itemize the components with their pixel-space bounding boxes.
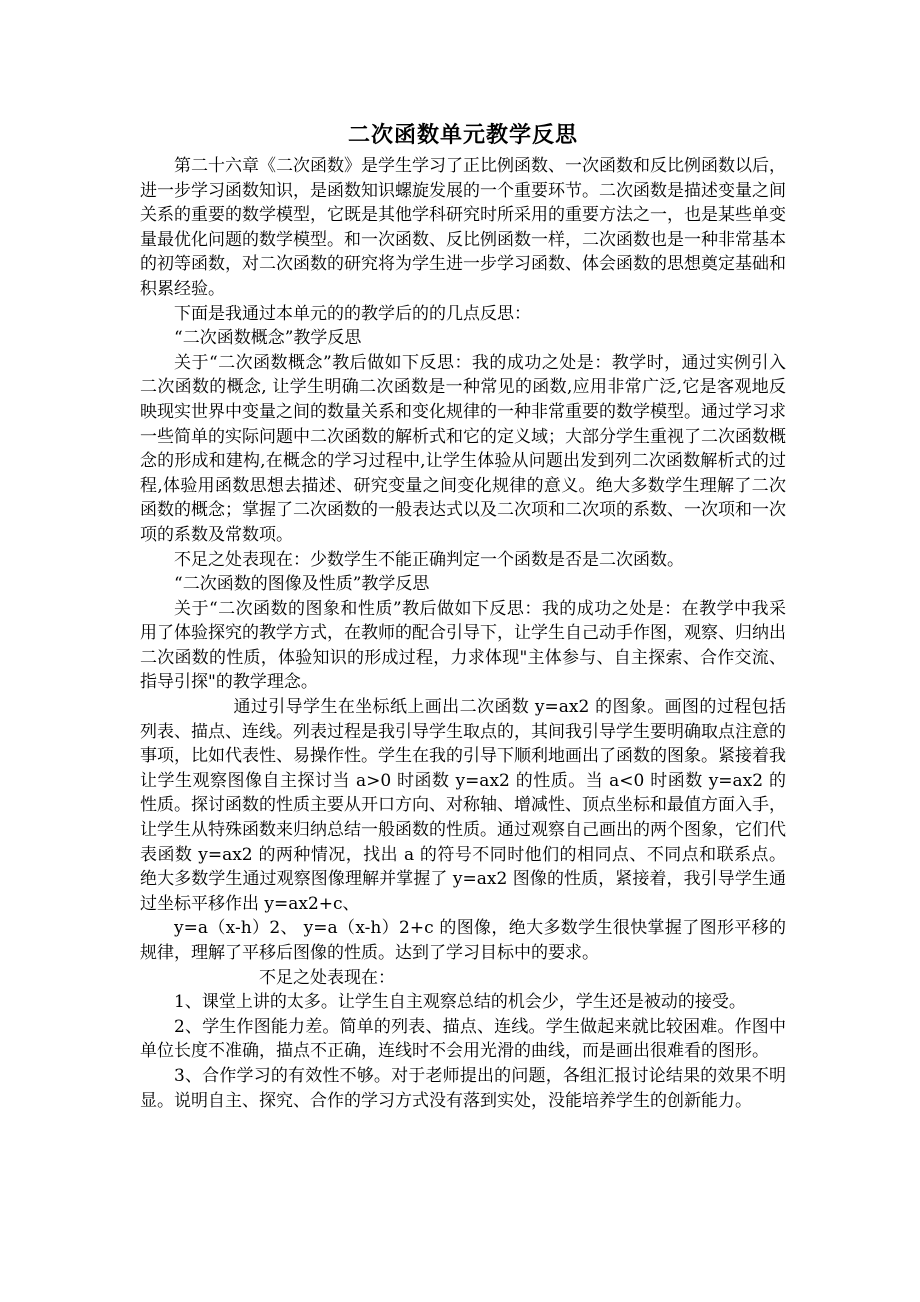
document-title: 二次函数单元教学反思 xyxy=(347,122,578,148)
concept-reflection-paragraph: 关于“二次函数概念”教后做如下反思：我的成功之处是：教学时，通过实例引入二次函数的概念, 让学生明确二次函数是一种常见的函数,应用非常广泛,它是客观地反映现实世界中变量之间的数量关系和变化规律的一种非常重要的数学模型。通过学习求一些简单的实际问题中二次函数的解析式和它的定义域；大部分学生重视了二次函数概念的形成和建构,在概念的学习过程中,让学生体验从问题出发到列二次函数解析式的过程,体验用函数思想去描述、研究变量之间变化规律的意义。绝大多数学生理解了二次函数的概念；掌握了二次函数的一般表达式以及二次项和二次项的系数、一次项和一次项的系数及常数项。 xyxy=(140,352,786,545)
reflection-intro: 下面是我通过本单元的的教学后的的几点反思： xyxy=(174,303,531,324)
section-heading-graph: “二次函数的图像及性质”教学反思 xyxy=(174,574,430,595)
shortcoming-item-3: 3、合作学习的有效性不够。对于老师提出的问题，各组汇报讨论结果的效果不明显。说明自主、探究、合作的学习方式没有落到实处，没能培养学生的创新能力。 xyxy=(140,1065,786,1111)
graph-process-paragraph: 通过引导学生在坐标纸上画出二次函数 y=ax2 的图象。画图的过程包括列表、描点、连线。列表过程是我引导学生取点的，其间我引导学生要明确取点注意的事项，比如代表性、易操作性。学生在我的引导下顺利地画出了函数的图象。紧接着我让学生观察图像自主探讨当 a>0 时函数 y=ax2 的性质。当 a<0 时函数 y=ax2 的性质。探讨函数的性质主要从开口方向、对称轴、增减性、顶点坐标和最值方面入手，让学生从特殊函数来归纳总结一般函数的性质。通过观察自己画出的两个图象，它们代表函数 y=ax2 的两种情况，找出 a 的符号不同时他们的相同点、不同点和联系点。绝大多数学生通过观察图像理解并掌握了 y=ax2 图像的性质，紧接着，我引导学生通过坐标平移作出 y=ax2+c、 xyxy=(140,697,786,914)
section-heading-concept: “二次函数概念”教学反思 xyxy=(174,328,362,349)
shortcoming-item-1: 1、课堂上讲的太多。让学生自主观察总结的机会少，学生还是被动的接受。 xyxy=(174,992,746,1013)
intro-paragraph: 第二十六章《二次函数》是学生学习了正比例函数、一次函数和反比例函数以后，进一步学习函数知识，是函数知识螺旋发展的一个重要环节。二次函数是描述变量之间关系的重要的数学模型，它既是其他学科研究时所采用的重要方法之一，也是某些单变量最优化问题的数学模型。和一次函数、反比例函数一样，二次函数也是一种非常基本的初等函数，对二次函数的研究将为学生进一步学习函数、体会函数的思想奠定基础和积累经验。 xyxy=(140,156,786,299)
graph-translation-paragraph: y=a（x-h）2、 y=a（x-h）2+c 的图像，绝大多数学生很快掌握了图形平移的规律，理解了平移后图像的性质。达到了学习目标中的要求。 xyxy=(140,918,786,963)
shortcoming-item-2: 2、学生作图能力差。简单的列表、描点、连线。学生做起来就比较困难。作图中单位长度不准确，描点不正确，连线时不会用光滑的曲线，而是画出很难看的图形。 xyxy=(140,1016,786,1062)
graph-reflection-paragraph: 关于“二次函数的图象和性质”教后做如下反思：我的成功之处是：在教学中我采用了体验探究的教学方式，在教师的配合引导下，让学生自己动手作图，观察、归纳出二次函数的性质，体验知识的形成过程，力求体现"主体参与、自主探索、合作交流、指导引探"的教学理念。 xyxy=(140,598,786,693)
graph-shortcoming-heading: 不足之处表现在： xyxy=(259,967,395,988)
concept-shortcoming: 不足之处表现在：少数学生不能正确判定一个函数是否是二次函数。 xyxy=(174,549,684,570)
document-page xyxy=(140,118,786,1113)
